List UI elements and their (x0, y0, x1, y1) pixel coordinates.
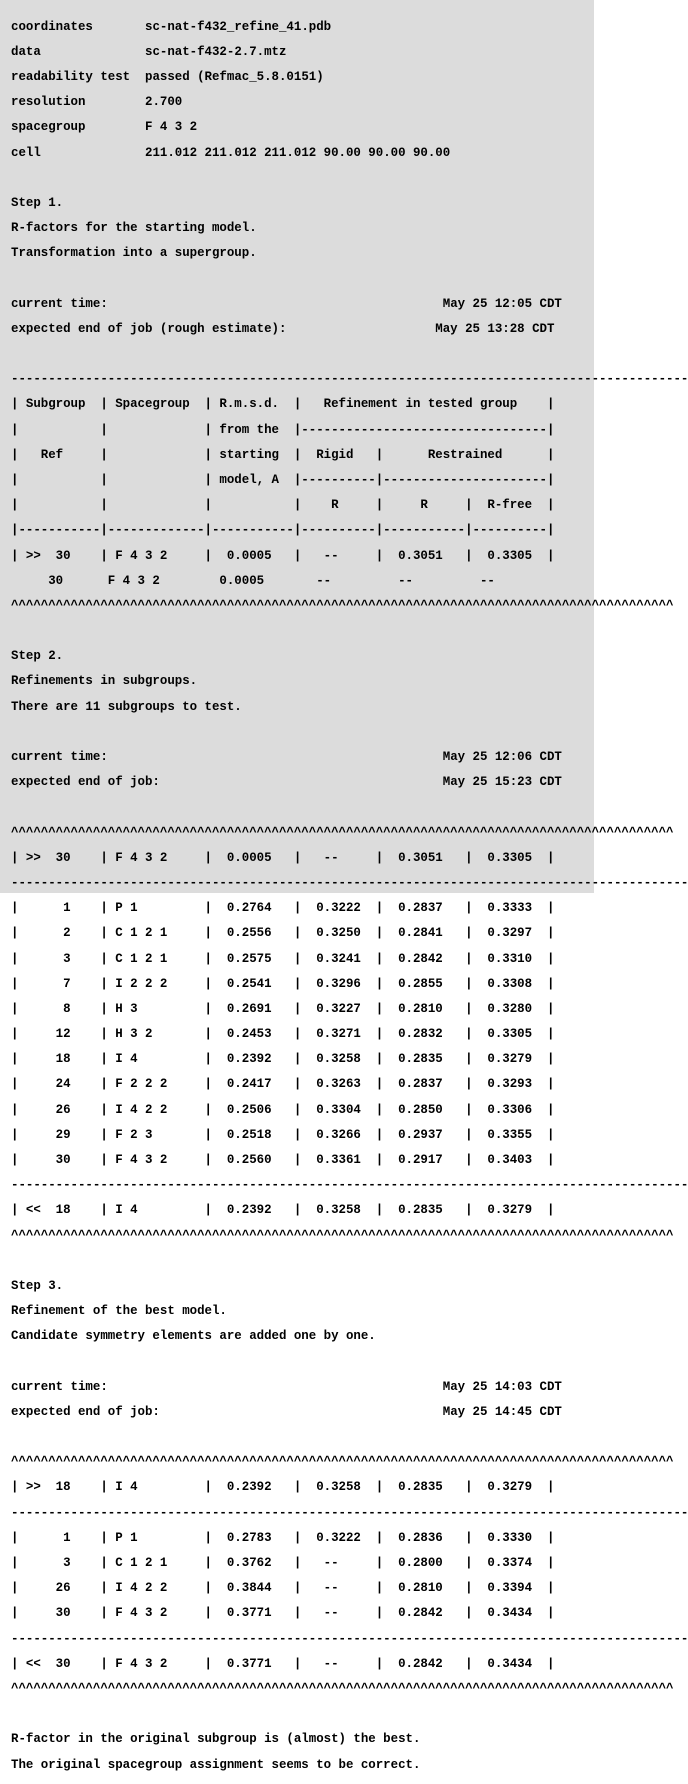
table-row: | 3 | C 1 2 1 | 0.3762 | -- | 0.2800 | 0.3374 | (11, 1556, 555, 1571)
table-row: | 1 | P 1 | 0.2783 | 0.3222 | 0.2836 | 0.3330 | (11, 1530, 555, 1545)
rule-dash: ------------------------------------------------------------------------------------------- (11, 1505, 688, 1520)
header-line: resolution 2.700 (11, 95, 183, 110)
header-line: spacegroup F 4 3 2 (11, 120, 198, 135)
step2-desc: There are 11 subgroups to test. (11, 699, 242, 714)
step1-desc: R-factors for the starting model. (11, 221, 257, 236)
header-line: readability test passed (Refmac_5.8.0151) (11, 69, 324, 84)
table-row-best: | << 18 | I 4 | 0.2392 | 0.3258 | 0.2835 | 0.3279 | (11, 1203, 555, 1218)
header-line: cell 211.012 211.012 211.012 90.00 90.00 90.00 (11, 145, 451, 160)
table-row: | 18 | I 4 | 0.2392 | 0.3258 | 0.2835 | 0.3279 | (11, 1052, 555, 1067)
step2-current-time: current time: May 25 12:06 CDT (11, 750, 562, 765)
table-row: | 26 | I 4 2 2 | 0.3844 | -- | 0.2810 | 0.3394 | (11, 1581, 555, 1596)
table-header-line: | | | | R | R | R-free | (11, 498, 555, 513)
table-header-line: | Subgroup | Spacegroup | R.m.s.d. | Refinement in tested group | (11, 397, 555, 412)
table-row: | 26 | I 4 2 2 | 0.2506 | 0.3304 | 0.2850 | 0.3306 | (11, 1102, 555, 1117)
step1-desc: Transformation into a supergroup. (11, 246, 257, 261)
table-header-line: | | | model, A |----------|----------------------| (11, 472, 555, 487)
table-row: | 7 | I 2 2 2 | 0.2541 | 0.3296 | 0.2855 | 0.3308 | (11, 976, 555, 991)
rule-caret: ^^^^^^^^^^^^^^^^^^^^^^^^^^^^^^^^^^^^^^^^^^^^^^^^^^^^^^^^^^^^^^^^^^^^^^^^^^^^^^^^^^^^^^^^^ (11, 1228, 674, 1243)
rule-caret: ^^^^^^^^^^^^^^^^^^^^^^^^^^^^^^^^^^^^^^^^^^^^^^^^^^^^^^^^^^^^^^^^^^^^^^^^^^^^^^^^^^^^^^^^^ (11, 1455, 674, 1470)
table-row: | 30 | F 4 3 2 | 0.3771 | -- | 0.2842 | 0.3434 | (11, 1606, 555, 1621)
rule-dash: ------------------------------------------------------------------------------------------- (11, 372, 688, 387)
table-row: 30 F 4 3 2 0.0005 -- -- -- (11, 573, 495, 588)
step3-desc: Refinement of the best model. (11, 1304, 227, 1319)
step3-end-time: expected end of job: May 25 14:45 CDT (11, 1404, 562, 1419)
table-row: | 29 | F 2 3 | 0.2518 | 0.3266 | 0.2937 | 0.3355 | (11, 1127, 555, 1142)
rule-dash: ------------------------------------------------------------------------------------------- (11, 1178, 688, 1193)
table-row: | 3 | C 1 2 1 | 0.2575 | 0.3241 | 0.2842 | 0.3310 | (11, 951, 555, 966)
table-row: | 8 | H 3 | 0.2691 | 0.3227 | 0.2810 | 0.3280 | (11, 1001, 555, 1016)
table-row: | 2 | C 1 2 1 | 0.2556 | 0.3250 | 0.2841 | 0.3297 | (11, 926, 555, 941)
step1-end-time: expected end of job (rough estimate): May 25 13:28 CDT (11, 321, 555, 336)
table-header-line: | Ref | | starting | Rigid | Restrained | (11, 447, 555, 462)
table-row: | 24 | F 2 2 2 | 0.2417 | 0.3263 | 0.2837 | 0.3293 | (11, 1077, 555, 1092)
table-row-best: | << 30 | F 4 3 2 | 0.3771 | -- | 0.2842 | 0.3434 | (11, 1656, 555, 1671)
rule-caret: ^^^^^^^^^^^^^^^^^^^^^^^^^^^^^^^^^^^^^^^^^^^^^^^^^^^^^^^^^^^^^^^^^^^^^^^^^^^^^^^^^^^^^^^^^ (11, 1681, 674, 1696)
table-row: | >> 30 | F 4 3 2 | 0.0005 | -- | 0.3051 | 0.3305 | (11, 548, 555, 563)
step2-desc: Refinements in subgroups. (11, 674, 198, 689)
conclusion-line: R-factor in the original subgroup is (almost) the best. (11, 1732, 421, 1747)
header-line: data sc-nat-f432-2.7.mtz (11, 44, 287, 59)
table-header-line: | | | from the |---------------------------------| (11, 422, 555, 437)
conclusion-line: The original spacegroup assignment seems to be correct. (11, 1757, 421, 1772)
rule-caret: ^^^^^^^^^^^^^^^^^^^^^^^^^^^^^^^^^^^^^^^^^^^^^^^^^^^^^^^^^^^^^^^^^^^^^^^^^^^^^^^^^^^^^^^^^ (11, 825, 674, 840)
table-row-reference: | >> 30 | F 4 3 2 | 0.0005 | -- | 0.3051 | 0.3305 | (11, 850, 555, 865)
rule-dash: ------------------------------------------------------------------------------------------- (11, 1631, 688, 1646)
step2-end-time: expected end of job: May 25 15:23 CDT (11, 775, 562, 790)
rule-caret: ^^^^^^^^^^^^^^^^^^^^^^^^^^^^^^^^^^^^^^^^^^^^^^^^^^^^^^^^^^^^^^^^^^^^^^^^^^^^^^^^^^^^^^^^^ (11, 598, 674, 613)
step3-desc: Candidate symmetry elements are added one by one. (11, 1329, 376, 1344)
step1-current-time: current time: May 25 12:05 CDT (11, 296, 562, 311)
step3-title: Step 3. (11, 1278, 64, 1293)
table-separator: |-----------|-------------|-----------|----------|-----------|----------| (11, 523, 555, 538)
step3-current-time: current time: May 25 14:03 CDT (11, 1379, 562, 1394)
table-row-reference: | >> 18 | I 4 | 0.2392 | 0.3258 | 0.2835 | 0.3279 | (11, 1480, 555, 1495)
step2-title: Step 2. (11, 649, 64, 664)
table-row: | 1 | P 1 | 0.2764 | 0.3222 | 0.2837 | 0.3333 | (11, 901, 555, 916)
step1-title: Step 1. (11, 195, 64, 210)
table-row: | 30 | F 4 3 2 | 0.2560 | 0.3361 | 0.2917 | 0.3403 | (11, 1153, 555, 1168)
table-row: | 12 | H 3 2 | 0.2453 | 0.3271 | 0.2832 | 0.3305 | (11, 1027, 555, 1042)
header-line: coordinates sc-nat-f432_refine_41.pdb (11, 19, 332, 34)
rule-dash: ------------------------------------------------------------------------------------------- (11, 875, 688, 890)
